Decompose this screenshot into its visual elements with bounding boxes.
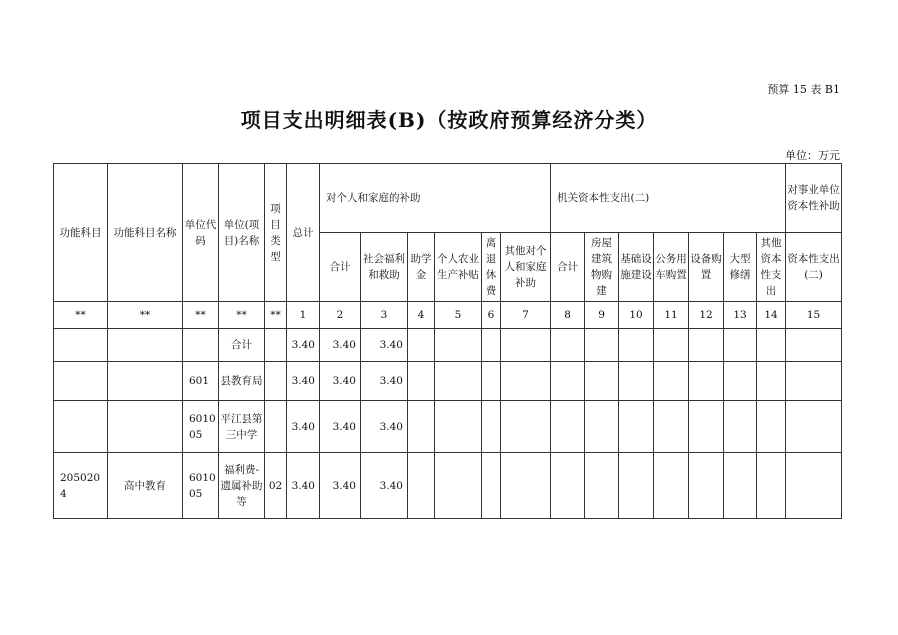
empty-cell bbox=[585, 329, 619, 362]
empty-cell bbox=[551, 362, 585, 401]
empty-cell bbox=[786, 362, 842, 401]
empty-cell bbox=[408, 362, 435, 401]
empty-cell bbox=[585, 401, 619, 453]
empty-cell bbox=[482, 362, 501, 401]
project-type-cell: 02 bbox=[265, 453, 287, 519]
index-cell: 1 bbox=[287, 302, 320, 329]
empty-cell bbox=[757, 329, 786, 362]
expenditure-table bbox=[53, 163, 842, 519]
index-cell: 6 bbox=[482, 302, 501, 329]
index-cell: 15 bbox=[786, 302, 842, 329]
header-capital-building: 房屋建筑物购建 bbox=[585, 233, 619, 302]
empty-cell bbox=[619, 329, 654, 362]
table-row bbox=[54, 362, 842, 401]
empty-cell bbox=[408, 401, 435, 453]
empty-cell bbox=[654, 401, 689, 453]
header-func-name: 功能科目名称 bbox=[108, 164, 183, 302]
empty-cell bbox=[689, 362, 724, 401]
unit-name-cell: 县教育局 bbox=[219, 362, 265, 401]
personal-total-cell: 3.40 bbox=[320, 401, 361, 453]
empty-cell bbox=[757, 401, 786, 453]
empty-cell bbox=[654, 362, 689, 401]
unit-code-cell: 601005 bbox=[183, 401, 219, 453]
project-type-cell bbox=[265, 401, 287, 453]
index-cell: 4 bbox=[408, 302, 435, 329]
empty-cell bbox=[585, 362, 619, 401]
empty-cell bbox=[408, 453, 435, 519]
func-name-cell bbox=[108, 329, 183, 362]
page-title: 项目支出明细表(B)（按政府预算经济分类） bbox=[240, 108, 658, 132]
index-cell: 7 bbox=[501, 302, 551, 329]
empty-cell bbox=[501, 329, 551, 362]
empty-cell bbox=[435, 401, 482, 453]
empty-cell bbox=[689, 453, 724, 519]
table-row bbox=[54, 453, 842, 519]
empty-cell bbox=[724, 453, 757, 519]
unit-code-cell bbox=[183, 329, 219, 362]
unit-name-cell: 福利费-遗属补助等 bbox=[219, 453, 265, 519]
header-personal-welfare: 社会福利和救助 bbox=[361, 233, 408, 302]
empty-cell bbox=[482, 329, 501, 362]
total-cell: 3.40 bbox=[287, 329, 320, 362]
header-capital-equipment: 设备购置 bbox=[689, 233, 724, 302]
header-enterprise-capital: 资本性支出(二) bbox=[786, 233, 842, 302]
unit-label: 单位：万元 bbox=[785, 149, 840, 162]
header-group-capital: 机关资本性支出(二) bbox=[551, 164, 786, 233]
empty-cell bbox=[724, 329, 757, 362]
index-cell: ** bbox=[108, 302, 183, 329]
index-cell: 14 bbox=[757, 302, 786, 329]
empty-cell bbox=[435, 362, 482, 401]
header-total: 总计 bbox=[287, 164, 320, 302]
personal-total-cell: 3.40 bbox=[320, 329, 361, 362]
personal-total-cell: 3.40 bbox=[320, 362, 361, 401]
unit-name-cell: 合计 bbox=[219, 329, 265, 362]
header-unit-name: 单位(项目)名称 bbox=[219, 164, 265, 302]
welfare-cell: 3.40 bbox=[361, 453, 408, 519]
header-func-code: 功能科目 bbox=[54, 164, 108, 302]
personal-total-cell: 3.40 bbox=[320, 453, 361, 519]
header-unit-code: 单位代码 bbox=[183, 164, 219, 302]
welfare-cell: 3.40 bbox=[361, 329, 408, 362]
empty-cell bbox=[619, 401, 654, 453]
index-cell: ** bbox=[183, 302, 219, 329]
header-personal-retirement: 离退休费 bbox=[482, 233, 501, 302]
index-cell: 13 bbox=[724, 302, 757, 329]
table-row bbox=[54, 401, 842, 453]
empty-cell bbox=[689, 401, 724, 453]
header-capital-other: 其他资本性支出 bbox=[757, 233, 786, 302]
index-cell: 10 bbox=[619, 302, 654, 329]
header-personal-scholarship: 助学金 bbox=[408, 233, 435, 302]
header-group-personal: 对个人和家庭的补助 bbox=[320, 164, 551, 233]
index-cell: ** bbox=[265, 302, 287, 329]
welfare-cell: 3.40 bbox=[361, 401, 408, 453]
func-code-cell bbox=[54, 329, 108, 362]
header-personal-farm-subsidy: 个人农业生产补贴 bbox=[435, 233, 482, 302]
func-name-cell bbox=[108, 362, 183, 401]
index-cell: 8 bbox=[551, 302, 585, 329]
welfare-cell: 3.40 bbox=[361, 362, 408, 401]
project-type-cell bbox=[265, 362, 287, 401]
func-code-cell bbox=[54, 362, 108, 401]
index-cell: 3 bbox=[361, 302, 408, 329]
empty-cell bbox=[786, 453, 842, 519]
empty-cell bbox=[619, 362, 654, 401]
header-capital-repair: 大型修缮 bbox=[724, 233, 757, 302]
index-cell: 11 bbox=[654, 302, 689, 329]
empty-cell bbox=[435, 453, 482, 519]
index-cell: 5 bbox=[435, 302, 482, 329]
empty-cell bbox=[757, 453, 786, 519]
empty-cell bbox=[408, 329, 435, 362]
empty-cell bbox=[551, 329, 585, 362]
unit-code-cell: 601 bbox=[183, 362, 219, 401]
index-cell: 9 bbox=[585, 302, 619, 329]
project-type-cell bbox=[265, 329, 287, 362]
func-code-cell: 2050204 bbox=[54, 453, 108, 519]
header-capital-infrastructure: 基础设施建设 bbox=[619, 233, 654, 302]
empty-cell bbox=[482, 453, 501, 519]
empty-cell bbox=[724, 401, 757, 453]
empty-cell bbox=[501, 401, 551, 453]
empty-cell bbox=[501, 453, 551, 519]
func-code-cell bbox=[54, 401, 108, 453]
report-code: 预算 15 表 B1 bbox=[767, 83, 840, 96]
func-name-cell: 高中教育 bbox=[108, 453, 183, 519]
empty-cell bbox=[724, 362, 757, 401]
header-project-type: 项目类型 bbox=[265, 164, 287, 302]
index-cell: 2 bbox=[320, 302, 361, 329]
empty-cell bbox=[757, 362, 786, 401]
empty-cell bbox=[435, 329, 482, 362]
empty-cell bbox=[786, 401, 842, 453]
empty-cell bbox=[654, 453, 689, 519]
index-row bbox=[54, 302, 842, 329]
table-row bbox=[54, 329, 842, 362]
total-cell: 3.40 bbox=[287, 362, 320, 401]
index-cell: ** bbox=[54, 302, 108, 329]
unit-name-cell: 平江县第三中学 bbox=[219, 401, 265, 453]
total-cell: 3.40 bbox=[287, 453, 320, 519]
empty-cell bbox=[786, 329, 842, 362]
index-cell: 12 bbox=[689, 302, 724, 329]
index-cell: ** bbox=[219, 302, 265, 329]
empty-cell bbox=[585, 453, 619, 519]
header-personal-other: 其他对个人和家庭补助 bbox=[501, 233, 551, 302]
total-cell: 3.40 bbox=[287, 401, 320, 453]
empty-cell bbox=[482, 401, 501, 453]
func-name-cell bbox=[108, 401, 183, 453]
empty-cell bbox=[551, 453, 585, 519]
header-group-enterprise: 对事业单位资本性补助 bbox=[786, 164, 842, 233]
header-capital-vehicle: 公务用车购置 bbox=[654, 233, 689, 302]
header-personal-total: 合计 bbox=[320, 233, 361, 302]
empty-cell bbox=[619, 453, 654, 519]
header-capital-total: 合计 bbox=[551, 233, 585, 302]
empty-cell bbox=[689, 329, 724, 362]
empty-cell bbox=[654, 329, 689, 362]
unit-code-cell: 601005 bbox=[183, 453, 219, 519]
empty-cell bbox=[551, 401, 585, 453]
empty-cell bbox=[501, 362, 551, 401]
